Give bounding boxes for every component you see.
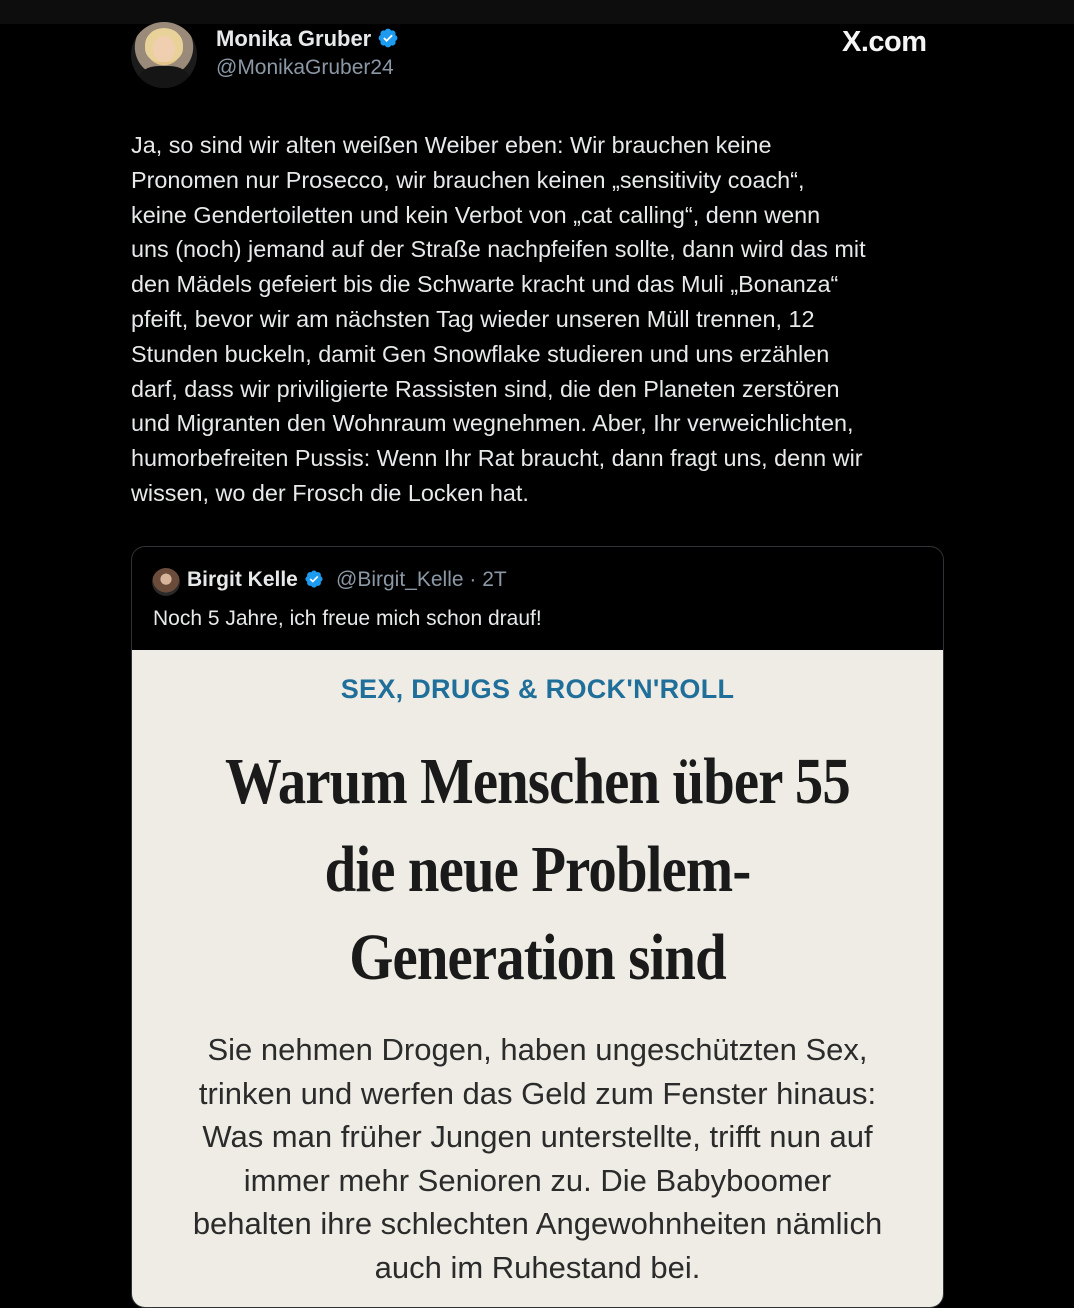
verified-badge-icon bbox=[304, 569, 324, 589]
author-handle[interactable]: @MonikaGruber24 bbox=[216, 56, 394, 79]
author-avatar[interactable] bbox=[131, 22, 197, 88]
article-image[interactable] bbox=[132, 650, 943, 1308]
quoted-handle-time: @Birgit_Kelle · 2T bbox=[336, 568, 507, 591]
verified-badge-icon bbox=[377, 27, 399, 49]
source-badge: X.com bbox=[842, 26, 927, 58]
quoted-author-name: Birgit Kelle bbox=[187, 568, 324, 592]
quoted-author-avatar bbox=[152, 568, 180, 596]
quoted-tweet-text: Noch 5 Jahre, ich freue mich schon drauf! bbox=[153, 607, 542, 630]
article-kicker: SEX, DRUGS & ROCK'N'ROLL bbox=[340, 674, 735, 704]
author-name-text: Monika Gruber bbox=[216, 26, 372, 51]
tweet-text: Ja, so sind wir alten weißen Weiber eben: Wir brauchen keine Pronomen nur Prosecco, wir brauchen keinen „sensitivity coach“, keine Gendertoiletten und kein Verbot von „cat calling“, denn wenn uns (noch) jemand auf der Straße nachpfeifen sollte, dann wird das mit den Mädels gefeiert bis die Schwarte kracht und das Muli „Bonanza“ pfeift, bevor wir am nächsten Tag wieder unseren Müll trennen, 12 Stunden buckeln, damit Gen Snowflake studieren und uns erzählen darf, dass wir priviligierte Rassisten sind, die den Planeten zerstören und Migranten den Wohnraum wegnehmen. Aber, Ihr verweichlichten, humorbefreiten Pussis: Wenn Ihr Rat braucht, dann fragt uns, denn wir wissen, wo der Frosch die Locken hat. bbox=[131, 132, 866, 506]
author-name[interactable] bbox=[216, 26, 399, 52]
article-headline: Warum Menschen über 55 die neue Problem- Generation sind bbox=[225, 745, 850, 994]
top-bar bbox=[0, 0, 1074, 24]
article-dek: Sie nehmen Drogen, haben ungeschützten Sex, trinken und werfen das Geld zum Fenster hinaus: Was man früher Jungen unterstellte, trifft nun auf immer mehr Senioren zu. Die Babyboomer behalten ihre schlechten Angewohnheiten nämlich auch im Ruhestand bei. bbox=[192, 1032, 883, 1285]
quoted-tweet-card[interactable] bbox=[131, 546, 944, 1308]
